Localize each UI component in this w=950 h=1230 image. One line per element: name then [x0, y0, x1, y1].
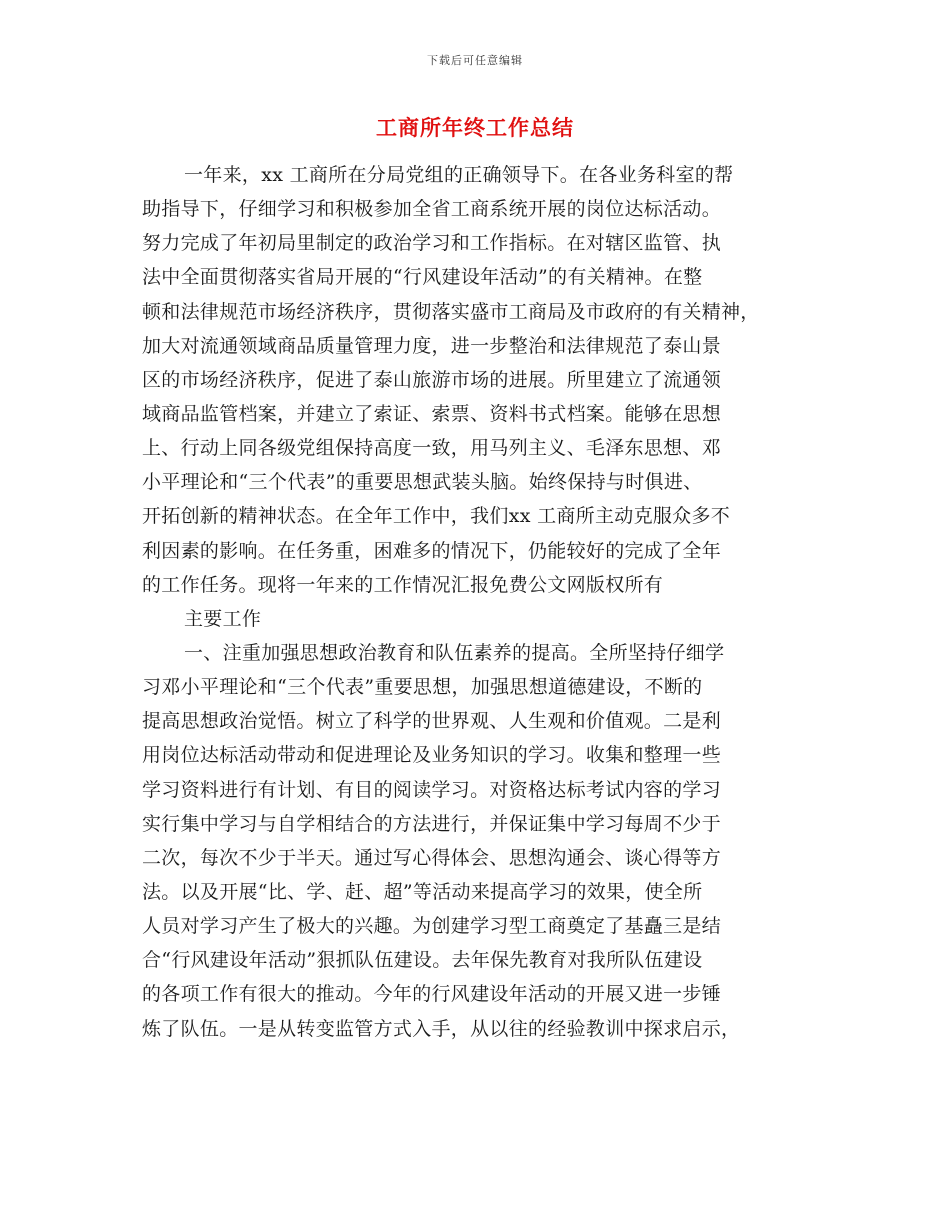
text-line: 区的市场经济秩序，促进了泰山旅游市场的进展。所里建立了流通领 — [142, 368, 722, 391]
text-line: 法中全面贯彻落实省局开展的“行风建设年活动”的有关精神。在整 — [142, 266, 703, 289]
text-line: 助指导下，仔细学习和积极参加全省工商系统开展的岗位达标活动。 — [142, 198, 722, 221]
text-line: 二次，每次不少于半天。通过写心得体会、思想沟通会、谈心得等方 — [142, 846, 722, 869]
text-line: 学习资料进行有计划、有目的阅读学习。对资格达标考试内容的学习 — [142, 778, 722, 801]
text-line: 的工作任务。现将一年来的工作情况汇报免费公文网版权所有 — [142, 573, 664, 596]
document-title: 工商所年终工作总结 — [376, 115, 574, 140]
text-line: 开拓创新的精神状态。在全年工作中，我们xx 工商所主动克服众多不 — [142, 505, 731, 528]
text-line: 法。以及开展“比、学、赶、超”等活动来提高学习的效果，使全所 — [142, 880, 703, 903]
text-line: 炼了队伍。一是从转变监管方式入手，从以往的经验教训中探求启示， — [142, 1017, 741, 1040]
text-line: 小平理论和“三个代表”的重要思想武装头脑。始终保持与时俱进、 — [142, 471, 703, 494]
text-line: 实行集中学习与自学相结合的方法进行，并保证集中学习每周不少于 — [142, 812, 722, 835]
text-line: 上、行动上同各级党组保持高度一致，用马列主义、毛泽东思想、邓 — [142, 437, 722, 460]
text-line: 的各项工作有很大的推动。今年的行风建设年活动的开展又进一步锤 — [142, 983, 722, 1006]
text-line: 人员对学习产生了极大的兴趣。为创建学习型工商奠定了基矗三是结 — [142, 915, 722, 938]
text-line: 域商品监管档案，并建立了索证、索票、资料书式档案。能够在思想 — [142, 402, 722, 425]
text-line: 一、注重加强思想政治教育和队伍素养的提高。全所坚持仔细学 — [184, 641, 725, 664]
text-line: 加大对流通领域商品质量管理力度，进一步整治和法律规范了泰山景 — [142, 334, 722, 357]
text-line: 利因素的影响。在任务重，困难多的情况下，仍能较好的完成了全年 — [142, 539, 722, 562]
text-line: 提高思想政治觉悟。树立了科学的世界观、人生观和价值观。二是利 — [142, 710, 722, 733]
page-header-note: 下载后可任意编辑 — [427, 54, 523, 67]
text-line: 合“行风建设年活动”狠抓队伍建设。去年保先教育对我所队伍建设 — [142, 949, 703, 972]
text-line: 努力完成了年初局里制定的政治学习和工作指标。在对辖区监管、执 — [142, 232, 722, 255]
text-line: 主要工作 — [184, 607, 262, 630]
text-line: 一年来，xx 工商所在分局党组的正确领导下。在各业务科室的帮 — [184, 164, 734, 186]
document-body — [142, 158, 808, 1046]
text-line: 用岗位达标活动带动和促进理论及业务知识的学习。收集和整理一些 — [142, 744, 722, 767]
text-line: 习邓小平理论和“三个代表”重要思想，加强思想道德建设，不断的 — [142, 676, 703, 699]
text-line: 顿和法律规范市场经济秩序，贯彻落实盛市工商局及市政府的有关精神， — [142, 300, 760, 323]
